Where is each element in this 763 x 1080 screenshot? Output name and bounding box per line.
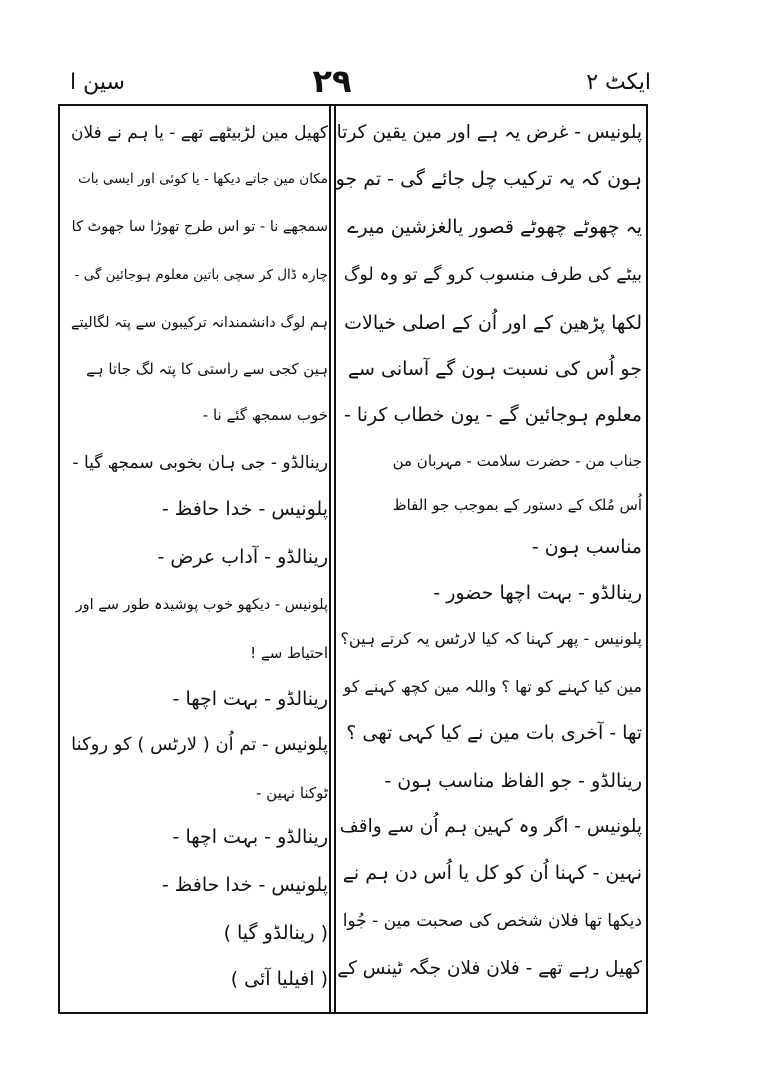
top-rule: [58, 104, 648, 106]
speaker-line: رینالڈو - بہت اچھا -: [172, 826, 328, 848]
text-line: خوب سمجھ گئے نا -: [202, 406, 328, 424]
speaker-line: رینالڈو - بہت اچھا -: [172, 688, 328, 710]
text-line: اُس مُلک کے دستور کے بموجب جو الفاظ: [392, 496, 642, 514]
speaker-line: پلونیس - دیکھو خوب پوشیدہ طور سے اور: [75, 597, 328, 613]
text-line: نہین - کہنا اُن کو کل یا اُس دن ہم نے: [342, 862, 642, 884]
text-line: ہون کہ یہ ترکیب چل جائے گی - تم جو: [335, 168, 642, 190]
text-line: ہم لوگ دانشمندانہ ترکیبون سے پتہ لگالیتے: [71, 315, 328, 331]
text-line: مناسب ہون -: [531, 536, 642, 558]
text-line: جناب من - حضرت سلامت - مہربان من: [392, 452, 642, 470]
text-line: دیکھا تھا فلان شخص کی صحبت مین - جُوا: [342, 911, 642, 931]
text-line: لکھا پڑھین کے اور اُن کے اصلی خیالات: [344, 312, 642, 334]
column-divider-2: [334, 106, 336, 1014]
text-line: معلوم ہوجائین گے - یون خطاب کرنا -: [343, 404, 642, 426]
speaker-line: پلونیس - خدا حافظ -: [161, 874, 328, 896]
scene-label: سین ا: [70, 70, 125, 95]
page-number: ۲۹: [312, 62, 352, 100]
text-line: چارہ ڈال کر سچی باتین معلوم ہوجائین گی -: [74, 267, 328, 283]
left-rule: [58, 106, 60, 1014]
stage-direction: ( رینالڈو گیا ): [223, 922, 328, 944]
speaker-line: پلونیس - اگر وہ کہین ہم اُن سے واقف: [339, 816, 642, 837]
text-line: ہین کجی سے راستی کا پتہ لگ جاتا ہے: [86, 360, 328, 378]
bottom-rule: [58, 1012, 648, 1014]
speaker-line: رینالڈو - آداب عرض -: [157, 546, 328, 568]
stage-direction: ( افیلیا آئی ): [230, 968, 328, 990]
text-line: بیٹے کی طرف منسوب کرو گے تو وہ لوگ: [343, 265, 642, 285]
text-line: کھیل رہے تھے - فلان فلان جگہ ٹینس کے: [337, 958, 642, 979]
text-line: جو اُس کی نسبت ہون گے آسانی سے: [347, 358, 642, 380]
column-divider-1: [329, 106, 331, 1014]
text-line: ٹوکنا نہین -: [255, 784, 328, 802]
speaker-line: پلونیس - خدا حافظ -: [161, 498, 328, 520]
speaker-line: پلونیس - تم اُن ( لارٹس ) کو روکنا: [71, 734, 328, 755]
speaker-line: پلونیس - پھر کہنا کہ کیا لارٹس یہ کرتے ہین؟: [340, 629, 642, 648]
speaker-line: رینالڈو - جی ہان بخوبی سمجھ گیا -: [72, 453, 328, 473]
text-line: تھا - آخری بات مین نے کیا کہی تھی ؟: [346, 722, 642, 744]
speaker-line: رینالڈو - جو الفاظ مناسب ہون -: [384, 770, 642, 792]
speaker-line: رینالڈو - بہت اچھا حضور -: [433, 582, 642, 604]
text-line: احتیاط سے !: [250, 644, 328, 662]
text-line: سمجھے نا - تو اس طرح تھوڑا سا جھوٹ کا: [71, 219, 328, 235]
text-line: یہ چھوٹے چھوٹے قصور یالغزشین میرے: [347, 216, 642, 238]
text-line: کھیل مین لڑبیٹھے تھے - یا ہم نے فلان: [71, 123, 328, 143]
right-rule: [646, 106, 648, 1014]
text-line: مکان مین جاتے دیکھا - یا کوئی اور ایسی بات: [78, 171, 328, 187]
text-line: مین کیا کہنے کو تھا ؟ واللہ مین کچھ کہنے کو: [343, 677, 642, 696]
text-line: پلونیس - غرض یہ ہے اور مین یقین کرتا: [336, 122, 642, 143]
act-label: ایکٹ ۲: [586, 70, 651, 95]
